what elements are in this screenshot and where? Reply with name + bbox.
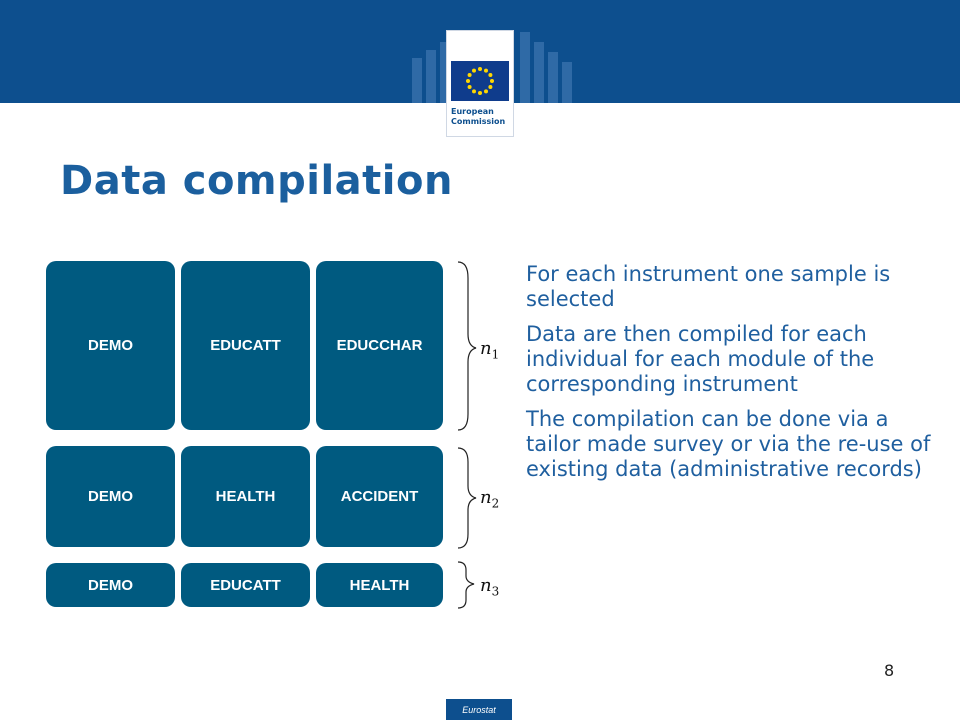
footer-label: Eurostat: [446, 699, 512, 720]
module-box: EDUCATT: [181, 261, 310, 430]
sample-size-label: $n_2$: [480, 487, 500, 511]
page-number: 8: [884, 661, 895, 680]
bullet-text: For each instrument one sample is selected: [526, 262, 891, 311]
brace-icon: [452, 258, 482, 618]
logo-text: European Commission: [451, 107, 506, 126]
bullet-text: Data are then compiled for each individual for each module of the corresponding instrument: [526, 322, 875, 396]
sample-size-label: $n_3$: [480, 575, 500, 599]
module-box: ACCIDENT: [316, 446, 443, 547]
module-box: DEMO: [46, 563, 175, 607]
module-box: HEALTH: [181, 446, 310, 547]
page-title: Data compilation: [60, 158, 453, 204]
eu-flag-icon: [451, 61, 509, 101]
module-box: HEALTH: [316, 563, 443, 607]
module-box: EDUCCHAR: [316, 261, 443, 430]
bullet-text: The compilation can be done via a tailor made survey or via the re-use of existing data (administrative records): [526, 407, 931, 481]
sample-size-label: $n_1$: [480, 338, 500, 362]
module-box: EDUCATT: [181, 563, 310, 607]
european-commission-logo: [446, 30, 514, 137]
bullet-list: [526, 262, 946, 492]
module-box: DEMO: [46, 261, 175, 430]
module-box: DEMO: [46, 446, 175, 547]
